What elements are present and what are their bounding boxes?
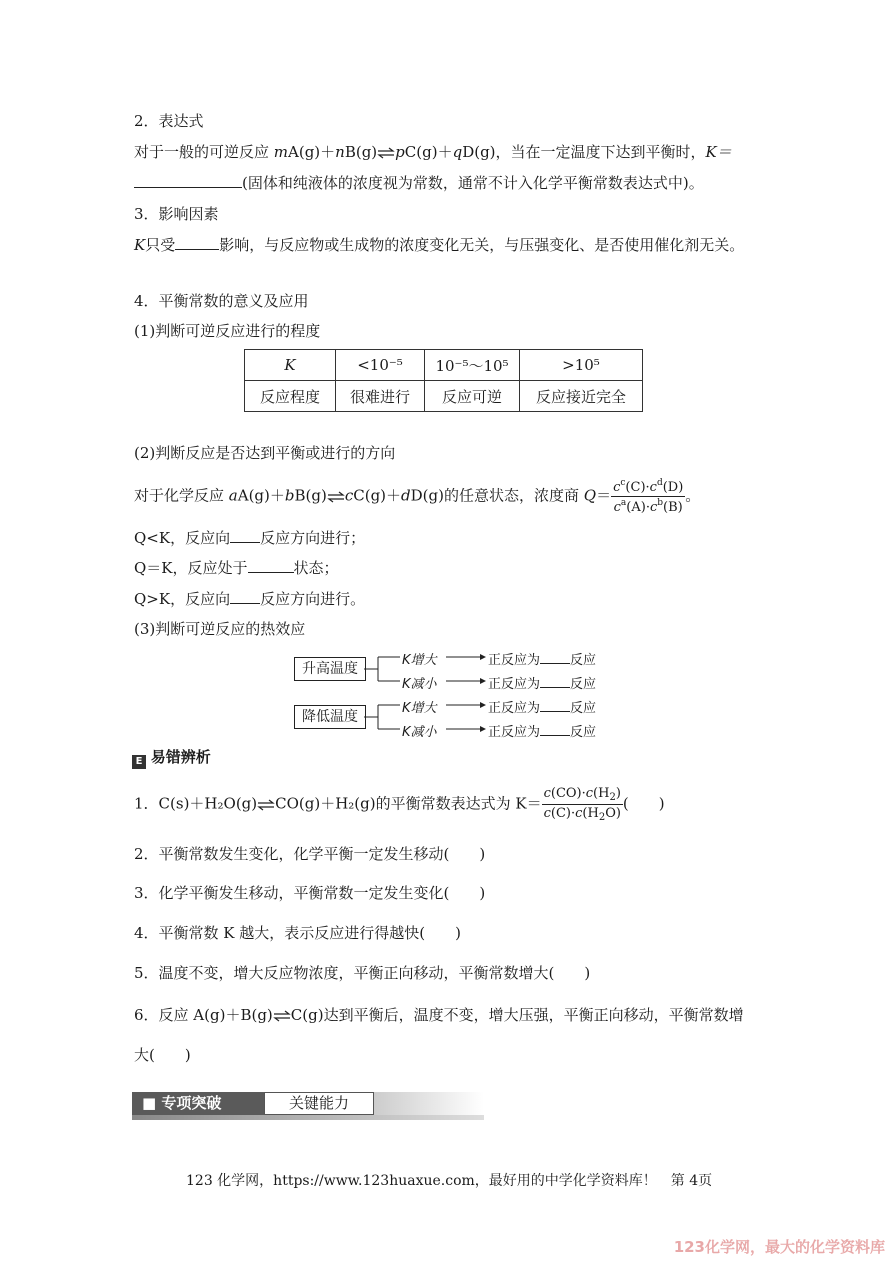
table-cell: >10⁵ — [520, 350, 643, 381]
condition-3 — [134, 588, 365, 609]
text: 正反应为 — [488, 701, 541, 716]
text: 反应 — [570, 653, 597, 668]
error-item-6 — [134, 1004, 744, 1025]
flow-result — [488, 697, 596, 716]
flow-result — [488, 721, 596, 740]
text: 6．反应 A(g)＋B(g) — [134, 1006, 273, 1024]
answer-blank[interactable] — [230, 589, 260, 604]
text: 反应 — [570, 701, 597, 716]
q-definition: 对于化学反应 aA(g)＋bB(g) cC(g)＋dD(g)的任意状态，浓度商 Q＝ $\frac{c^c(C)\cdot c^d(D)}{c^a(A)\cdot c^b(B)}$ 。 — [134, 478, 701, 515]
table-cell: 反应程度 — [245, 381, 336, 412]
banner-light-label: 关键能力 — [264, 1092, 374, 1115]
k-equals: K＝ — [705, 143, 732, 161]
error-item-6-cont: 大( ) — [134, 1046, 191, 1064]
errors-title — [132, 746, 211, 769]
flow-result — [488, 673, 596, 692]
text: C(g)达到平衡后，温度不变，增大压强，平衡正向移动，平衡常数增 — [290, 1006, 744, 1024]
k-decrease-label — [402, 673, 437, 692]
flow-result — [488, 649, 596, 668]
text: CO(g)＋H₂(g)的平衡常数表达式为 K＝ — [275, 794, 542, 813]
section4-heading: 4．平衡常数的意义及应用 — [134, 292, 309, 310]
table-cell: 反应接近完全 — [520, 381, 643, 412]
error-item-1 — [134, 786, 665, 823]
text: (固体和纯液体的浓度视为常数，通常不计入化学平衡常数表达式中)。 — [242, 174, 704, 192]
text: 的任意状态，浓度商 — [443, 486, 584, 505]
text: K增大 — [402, 701, 437, 716]
text: 只受 — [145, 236, 176, 254]
equilibrium-arrow-icon — [273, 1010, 291, 1022]
section2-heading: 2．表达式 — [134, 112, 204, 130]
section-banner — [132, 1088, 484, 1120]
error-item-3: 3．化学平衡发生移动，平衡常数一定发生变化( ) — [134, 884, 486, 902]
k-increase-label — [402, 649, 437, 668]
text: Q<K，反应向 — [134, 529, 231, 547]
section3-line — [134, 234, 744, 255]
answer-blank[interactable] — [540, 699, 570, 712]
text: K减小 — [402, 677, 437, 692]
text: 反应方向进行。 — [260, 590, 366, 608]
answer-blank[interactable] — [230, 528, 260, 543]
equilibrium-arrow-icon — [327, 491, 345, 503]
condition-1 — [134, 527, 365, 548]
section2-line1: 对于一般的可逆反应 mA(g)＋nB(g) pC(g)＋qD(g)，当在一定温度下达到平衡时，K＝ — [134, 143, 732, 161]
text: ，当在一定温度下达到平衡时， — [495, 143, 706, 161]
text: K减小 — [402, 725, 437, 740]
equilibrium-arrow-icon — [377, 147, 395, 159]
text: 反应 — [570, 677, 597, 692]
error-item-2: 2．平衡常数发生变化，化学平衡一定发生移动( ) — [134, 845, 486, 863]
text: K增大 — [402, 653, 437, 668]
table-cell: 10⁻⁵～10⁵ — [425, 350, 520, 381]
text: 1．C(s)＋H₂O(g) — [134, 794, 258, 813]
raise-temperature-box: 升高温度 — [294, 657, 366, 681]
answer-blank[interactable] — [540, 675, 570, 688]
text: 。 — [685, 486, 701, 505]
text: 对于化学反应 — [134, 486, 229, 505]
answer-blank[interactable] — [175, 235, 219, 250]
text: 反应方向进行； — [260, 529, 366, 547]
sub1-heading: (1)判断可逆反应进行的程度 — [134, 322, 321, 340]
text: ■ 专项突破 — [142, 1094, 222, 1112]
error-item-4: 4．平衡常数 K 越大，表示反应进行得越快( ) — [134, 924, 461, 942]
sub2-heading: (2)判断反应是否达到平衡或进行的方向 — [134, 444, 396, 462]
text: Q＝K，反应处于 — [134, 559, 248, 577]
text: 影响，与反应物或生成物的浓度变化无关，与压强变化、是否使用催化剂无关。 — [219, 236, 745, 254]
lower-temperature-box: 降低温度 — [294, 705, 366, 729]
banner-dark-label — [132, 1092, 264, 1115]
section2-line2 — [134, 172, 704, 193]
watermark: 123化学网，最大的化学资料库 — [673, 1238, 885, 1256]
banner-fade — [374, 1092, 484, 1115]
k-decrease-label — [402, 721, 437, 740]
k-range-table — [244, 349, 643, 412]
text: 正反应为 — [488, 677, 541, 692]
text: 正反应为 — [488, 653, 541, 668]
k-symbol: K — [134, 236, 146, 254]
equilibrium-arrow-icon — [257, 799, 275, 811]
table-cell: 反应可逆 — [425, 381, 520, 412]
answer-blank[interactable] — [540, 723, 570, 736]
table-cell: <10⁻⁵ — [336, 350, 425, 381]
e-badge-icon: E — [132, 755, 146, 769]
section3-heading: 3．影响因素 — [134, 205, 219, 223]
banner-underline — [132, 1115, 484, 1120]
error-item-5: 5．温度不变，增大反应物浓度，平衡正向移动，平衡常数增大( ) — [134, 964, 591, 982]
table-cell: K — [245, 350, 336, 381]
page-footer: 123 化学网，https://www.123huaxue.com，最好用的中学化学资料库！ 第 4页 — [186, 1173, 713, 1189]
k-increase-label — [402, 697, 437, 716]
text: 易错辨析 — [150, 748, 211, 766]
answer-blank[interactable] — [248, 558, 294, 573]
text: 反应 — [570, 725, 597, 740]
sub3-heading: (3)判断可逆反应的热效应 — [134, 620, 306, 638]
text: 对于一般的可逆反应 — [134, 143, 274, 161]
text: Q>K，反应向 — [134, 590, 231, 608]
answer-blank[interactable] — [540, 651, 570, 664]
text: 正反应为 — [488, 725, 541, 740]
answer-blank[interactable] — [134, 173, 242, 188]
table-cell: 很难进行 — [336, 381, 425, 412]
condition-2 — [134, 557, 339, 578]
k-fraction: $\frac{c(CO)\cdot c(H_2)}{c(C)\cdot c(H_2O)}$ — [543, 786, 621, 823]
answer-paren[interactable]: ( ) — [622, 794, 665, 813]
q-fraction: $\frac{c^c(C)\cdot c^d(D)}{c^a(A)\cdot c^b(B)}$ — [613, 478, 684, 515]
text: 状态； — [293, 559, 339, 577]
